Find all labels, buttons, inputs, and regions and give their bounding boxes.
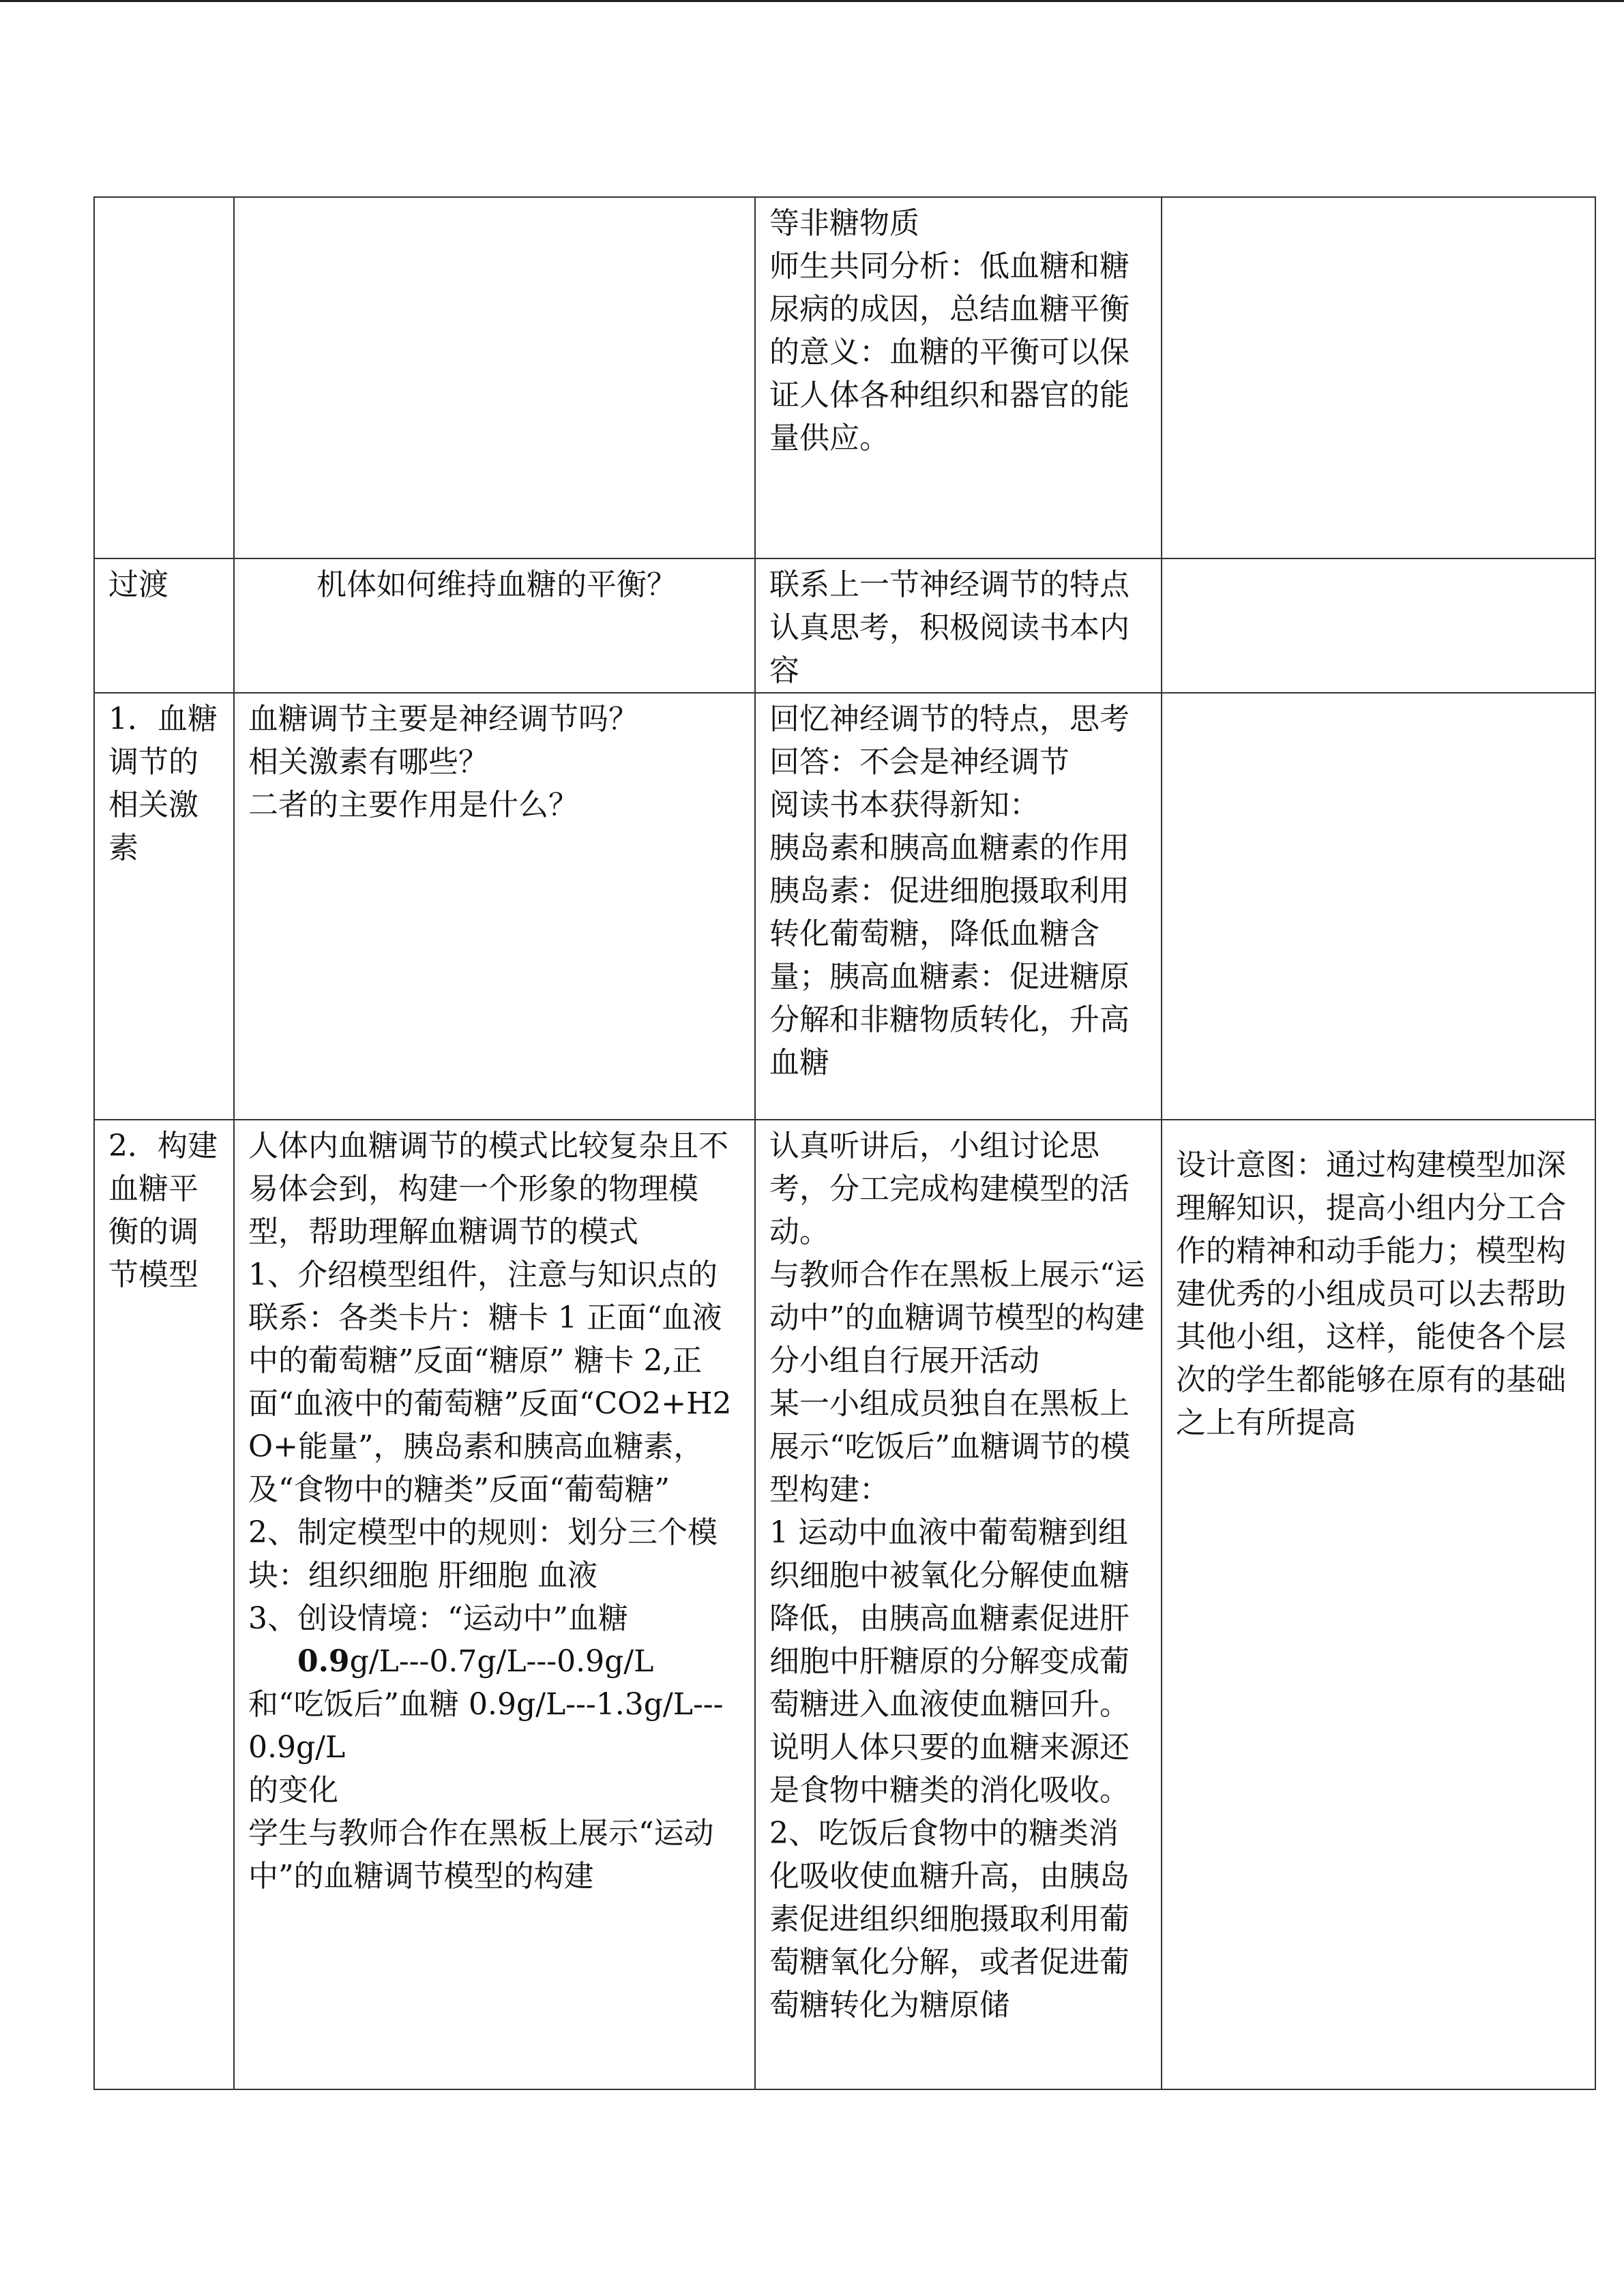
- teacher-activity-cell: [234, 693, 755, 1120]
- stage-cell: [94, 693, 234, 1120]
- cell-text: 2．构建血糖平衡的调节模型: [108, 1129, 218, 1292]
- cell-text: 认真听讲后，小组讨论思考，分工完成构建模型的活动。: [769, 1129, 1130, 1249]
- design-intent-cell: [1162, 1120, 1595, 2089]
- table-row: [94, 558, 1595, 693]
- cell-text: 1．血糖调节的相关激素: [108, 702, 218, 865]
- table-row: [94, 197, 1595, 558]
- cell-text: g/L---0.7g/L---0.9g/L: [349, 1644, 654, 1679]
- design-intent-cell: [1162, 197, 1595, 558]
- stage-cell: [94, 558, 234, 693]
- cell-text: 二者的主要作用是什么？: [248, 788, 578, 822]
- table-row: [94, 693, 1595, 1120]
- teacher-activity-cell: [234, 197, 755, 558]
- teacher-activity-cell: [234, 558, 755, 693]
- cell-text: 血糖调节主要是神经调节吗？: [248, 702, 638, 736]
- bold-value: 0.9: [297, 1644, 350, 1679]
- cell-text: 回忆神经调节的特点，思考回答：不会是神经调节: [769, 702, 1130, 779]
- cell-text: 过渡: [108, 567, 168, 602]
- stage-cell: [94, 197, 234, 558]
- table-row: [94, 1120, 1595, 2089]
- cell-text: 某一小组成员独自在黑板上展示“吃饭后”血糖调节的模型构建：: [769, 1386, 1130, 1507]
- spacer: [1176, 1124, 1581, 1144]
- cell-text: 1、介绍模型组件，注意与知识点的联系：各类卡片：糖卡 1 正面“血液中的葡萄糖”反面“糖原” 糖卡 2,正面“血液中的葡萄糖”反面“CO2+H2O+能量”，胰岛素和胰高血糖素，及“食物中的糖类”反面“葡萄糖”: [248, 1257, 732, 1507]
- design-intent-cell: [1162, 558, 1595, 693]
- student-activity-cell: [755, 1120, 1162, 2089]
- page-top-border: [0, 0, 1624, 2]
- lesson-plan-table: [93, 196, 1596, 2090]
- teacher-activity-cell: [234, 1120, 755, 2089]
- student-activity-cell: [755, 197, 1162, 558]
- student-activity-cell: [755, 693, 1162, 1120]
- student-activity-cell: [755, 558, 1162, 693]
- cell-text: 设计意图：通过构建模型加深理解知识，提高小组内分工合作的精神和动手能力；模型构建优秀的小组成员可以去帮助其他小组，这样，能使各个层次的学生都能够在原有的基础之上有所提高: [1176, 1148, 1566, 1440]
- cell-text: 人体内血糖调节的模式比较复杂且不易体会到，构建一个形象的物理模型，帮助理解血糖调节的模式: [248, 1129, 728, 1249]
- cell-text: 学生与教师合作在黑板上展示“运动中”的血糖调节模型的构建: [248, 1816, 714, 1894]
- cell-text: 与教师合作在黑板上展示“运动中”的血糖调节模型的构建: [769, 1257, 1145, 1335]
- cell-text: 机体如何维持血糖的平衡？: [316, 567, 677, 602]
- cell-text: 3、创设情境：“运动中”血糖: [248, 1601, 628, 1636]
- cell-text: 1 运动中血液中葡萄糖到组织细胞中被氧化分解使血糖降低，由胰高血糖素促进肝细胞中肝糖原的分解变成葡萄糖进入血液使血糖回升。说明人体只要的血糖来源还是食物中糖类的消化吸收。: [769, 1515, 1130, 1808]
- cell-text: 2、吃饭后食物中的糖类消化吸收使血糖升高，由胰岛素促进组织细胞摄取利用葡萄糖氧化分解，或者促进葡萄糖转化为糖原储: [769, 1816, 1130, 2023]
- blood-sugar-values: [248, 1640, 741, 1683]
- cell-text: 2、制定模型中的规则：划分三个模块：组织细胞 肝细胞 血液: [248, 1515, 718, 1593]
- cell-text: 胰岛素：促进细胞摄取利用转化葡萄糖，降低血糖含量；胰高血糖素：促进糖原分解和非糖物质转化，升高血糖: [769, 874, 1130, 1080]
- cell-text: 的变化: [248, 1773, 338, 1808]
- cell-text: 师生共同分析：低血糖和糖尿病的成因，总结血糖平衡的意义：血糖的平衡可以保证人体各种组织和器官的能量供应。: [769, 249, 1130, 456]
- cell-text: 分小组自行展开活动: [769, 1343, 1039, 1378]
- cell-text: 胰岛素和胰高血糖素的作用: [769, 831, 1130, 865]
- cell-text: 阅读书本获得新知：: [769, 788, 1039, 822]
- design-intent-cell: [1162, 693, 1595, 1120]
- cell-text: 等非糖物质: [769, 206, 919, 241]
- cell-text: 相关激素有哪些？: [248, 745, 488, 779]
- cell-text: 联系上一节神经调节的特点认真思考，积极阅读书本内容: [769, 567, 1130, 688]
- stage-cell: [94, 1120, 234, 2089]
- cell-text: 和“吃饭后”血糖 0.9g/L---1.3g/L---0.9g/L: [248, 1687, 724, 1765]
